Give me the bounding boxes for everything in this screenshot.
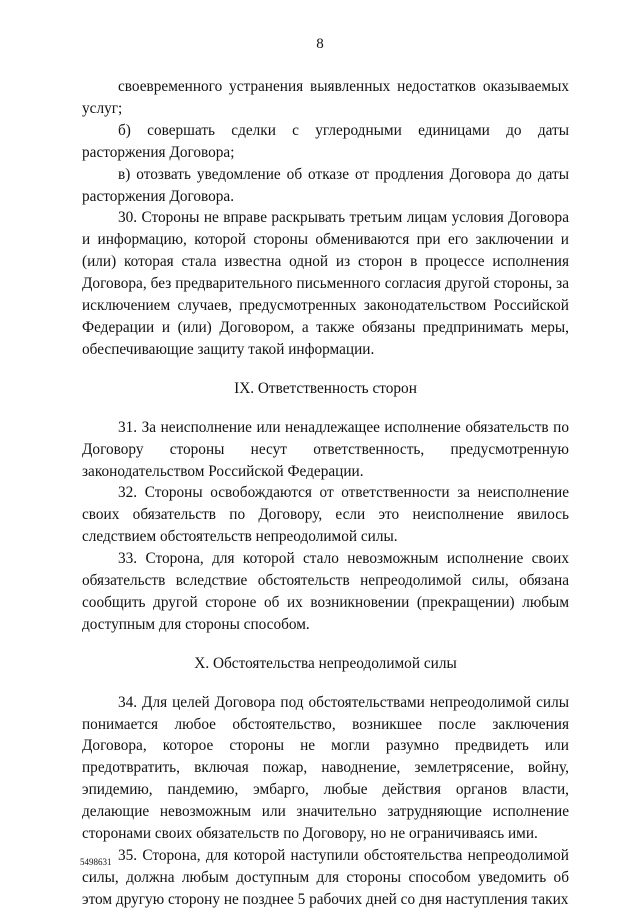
paragraph-b: б) совершать сделки с углеродными единицами до даты расторжения Договора; [82, 121, 569, 161]
paragraph-31: 31. За неисполнение или ненадлежащее исполнение обязательств по Договору стороны несут ответственность, предусмотренную законодательством Российской Федерации. [82, 418, 569, 480]
paragraph-30: 30. Стороны не вправе раскрывать третьим лицам условия Договора и информацию, которой стороны обмениваются при его заключении и (или) которая стала известна одной из сторон в процессе исполнения Договора, без предварительного письменного согласия другой стороны, за исключением случаев, предусмотренных законодательством Российской Федерации и (или) Договором, а также обязаны предпринимать меры, обеспечивающие защиту такой информации. [82, 209, 569, 358]
paragraph-34: 34. Для целей Договора под обстоятельствами непреодолимой силы понимается любое обстоятельство, возникшее после заключения Договора, которое стороны не могли разумно предвидеть или предотвратить, включая пожар, наводнение, землетрясение, войну, эпидемию, пандемию, эмбарго, любые действия органов власти, делающие невозможным или значительно затрудняющие исполнение сторонами своих обязательств по Договору, но не ограничиваясь ими. [82, 693, 569, 843]
document-body [82, 76, 569, 911]
paragraph-continuation: своевременного устранения выявленных недостатков оказываемых услуг; [82, 78, 569, 117]
footer-code: 5498631 [80, 857, 112, 867]
paragraph-v: в) отозвать уведомление об отказе от продления Договора до даты расторжения Договора. [82, 165, 569, 205]
page-number: 8 [316, 36, 324, 52]
paragraph-35: 35. Сторона, для которой наступили обстоятельства непреодолимой силы, должна любым доступным для стороны способом уведомить об этом другую сторону не позднее 5 рабочих дней со дня наступления таких [82, 847, 569, 908]
paragraph-32: 32. Стороны освобождаются от ответственности за неисполнение своих обязательств по Договору, если это неисполнение явилось следствием обстоятельств непреодолимой силы. [82, 484, 569, 546]
paragraph-33: 33. Сторона, для которой стало невозможным исполнение своих обязательств вследствие обстоятельств непреодолимой силы, обязана сообщить другой стороне об их возникновении (прекращении) любым доступным для стороны способом. [82, 550, 569, 633]
section-heading-ix: IX. Ответственность сторон [234, 379, 417, 397]
section-heading-x: X. Обстоятельства непреодолимой силы [194, 654, 457, 672]
